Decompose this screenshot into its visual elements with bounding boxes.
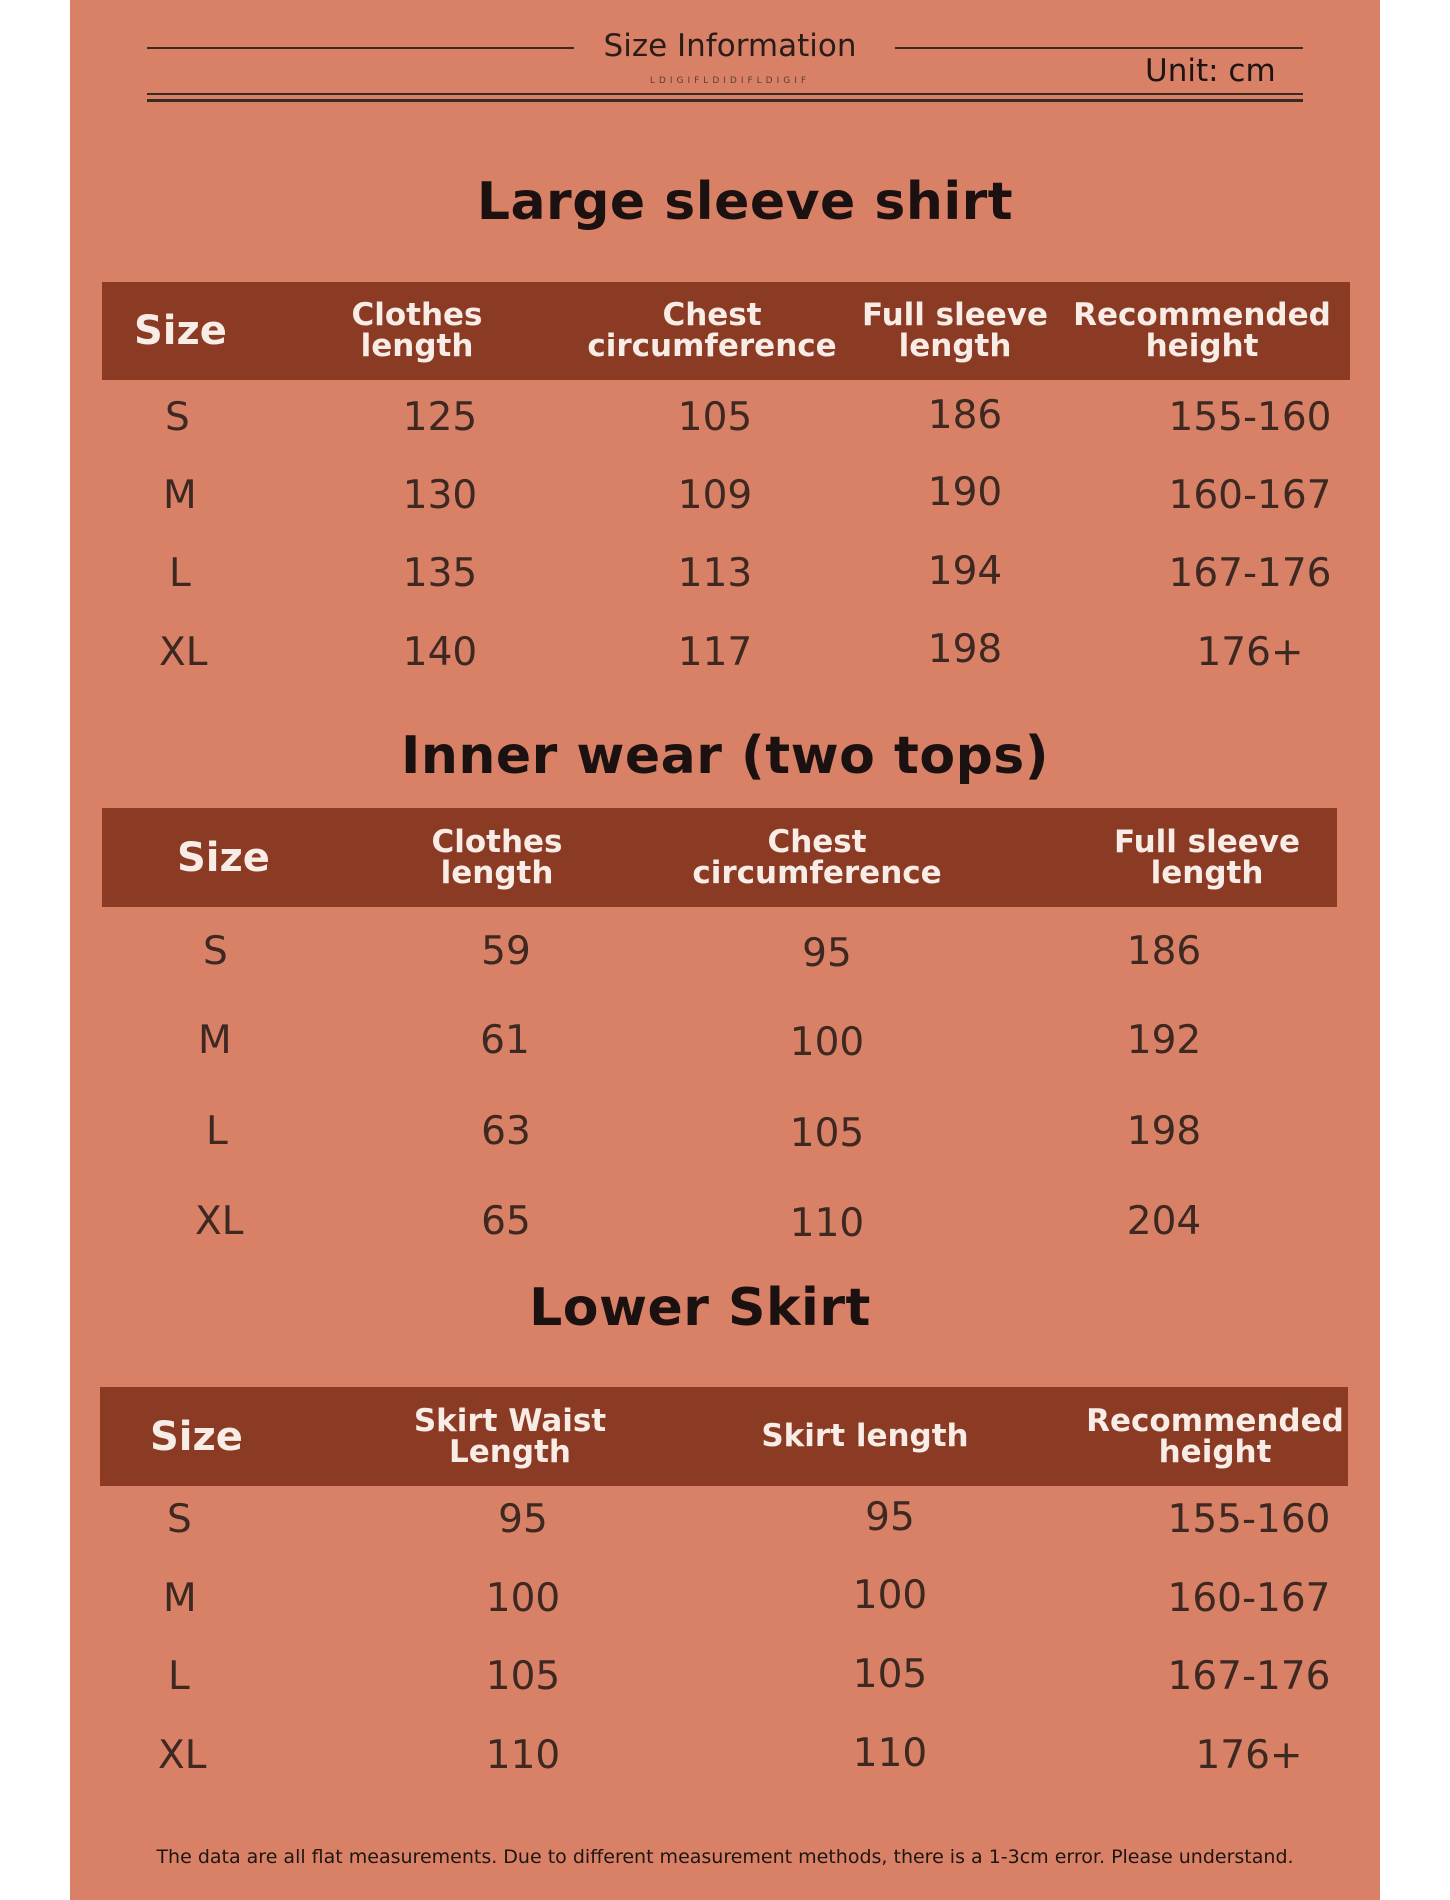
chest-circumference-cell: 95 — [802, 931, 852, 976]
header-rule-right — [895, 47, 1303, 49]
column-header-full-sleeve-length: Full sleeve length — [1113, 823, 1301, 891]
column-header-chest-circumference: Chest circumference — [692, 823, 942, 891]
column-header-size: Size — [177, 834, 270, 881]
size-cell: XL — [159, 630, 208, 675]
column-header-size: Size — [134, 308, 227, 354]
column-header-recommended-height: Recommended height — [1086, 1402, 1344, 1470]
header-ornament: LDIGIFLDIDIFLDIGIF — [649, 76, 811, 86]
clothes-length-cell: 61 — [480, 1018, 530, 1063]
skirt-waist-length-cell: 105 — [485, 1654, 561, 1699]
size-cell: XL — [195, 1199, 244, 1244]
full-sleeve-length-cell: 194 — [927, 549, 1003, 594]
column-header-chest-circumference: Chest circumference — [587, 297, 837, 364]
chest-circumference-cell: 105 — [789, 1111, 865, 1156]
recommended-height-cell: 176+ — [1195, 1733, 1303, 1778]
unit-label: Unit: cm — [1145, 53, 1276, 89]
column-header-full-sleeve-length: Full sleeve length — [861, 297, 1049, 364]
clothes-length-cell: 63 — [481, 1109, 531, 1154]
column-header-skirt-length: Skirt length — [761, 1418, 969, 1454]
full-sleeve-length-cell: 204 — [1126, 1199, 1202, 1244]
size-cell: L — [169, 551, 191, 596]
clothes-length-cell: 65 — [481, 1199, 531, 1244]
column-header-clothes-length: Clothes length — [431, 823, 563, 891]
column-header-skirt-waist-length: Skirt Waist Length — [413, 1402, 607, 1470]
chest-circumference-cell: 109 — [677, 473, 753, 518]
chest-circumference-cell: 117 — [677, 630, 753, 675]
full-sleeve-length-cell: 198 — [1126, 1109, 1202, 1154]
size-cell: L — [206, 1109, 228, 1154]
skirt-length-cell: 100 — [852, 1573, 928, 1618]
recommended-height-cell: 176+ — [1196, 630, 1304, 675]
clothes-length-cell: 59 — [481, 929, 531, 974]
recommended-height-cell: 167-176 — [1168, 551, 1332, 596]
full-sleeve-length-cell: 198 — [927, 627, 1003, 672]
skirt-waist-length-cell: 100 — [485, 1576, 561, 1621]
size-cell: M — [163, 473, 197, 518]
section-title-lower-skirt: Lower Skirt — [529, 1278, 871, 1338]
size-cell: S — [167, 1497, 192, 1542]
clothes-length-cell: 140 — [402, 630, 478, 675]
skirt-length-cell: 95 — [865, 1495, 915, 1540]
size-cell: M — [198, 1018, 232, 1063]
measurement-note: The data are all flat measurements. Due to different measurement methods, there is a 1-3cm error. Please understand. — [156, 1846, 1294, 1868]
full-sleeve-length-cell: 190 — [927, 470, 1003, 515]
full-sleeve-length-cell: 186 — [927, 393, 1003, 438]
full-sleeve-length-cell: 186 — [1126, 929, 1202, 974]
header-double-rule-top — [147, 93, 1303, 95]
table-header-inner-wear — [102, 808, 1337, 907]
skirt-waist-length-cell: 110 — [485, 1733, 561, 1778]
column-header-clothes-length: Clothes length — [351, 297, 483, 364]
size-info-title: Size Information — [603, 28, 857, 64]
size-cell: M — [163, 1576, 197, 1621]
recommended-height-cell: 160-167 — [1168, 473, 1332, 518]
size-cell: S — [203, 929, 228, 974]
size-cell: L — [168, 1654, 190, 1699]
table-header-large-sleeve-shirt — [102, 282, 1350, 380]
section-title-inner-wear: Inner wear (two tops) — [400, 726, 1050, 786]
column-header-size: Size — [150, 1413, 243, 1460]
chest-circumference-cell: 105 — [677, 395, 753, 440]
clothes-length-cell: 135 — [402, 551, 478, 596]
recommended-height-cell: 155-160 — [1168, 395, 1332, 440]
recommended-height-cell: 160-167 — [1167, 1576, 1331, 1621]
full-sleeve-length-cell: 192 — [1126, 1018, 1202, 1063]
recommended-height-cell: 155-160 — [1167, 1497, 1331, 1542]
chest-circumference-cell: 110 — [789, 1201, 865, 1246]
chest-circumference-cell: 100 — [789, 1020, 865, 1065]
section-title-large-sleeve-shirt: Large sleeve shirt — [476, 172, 1014, 232]
header-double-rule-bottom — [147, 99, 1303, 102]
skirt-waist-length-cell: 95 — [498, 1497, 548, 1542]
skirt-length-cell: 105 — [852, 1652, 928, 1697]
clothes-length-cell: 125 — [402, 395, 478, 440]
header-rule-left — [147, 47, 574, 49]
size-cell: XL — [158, 1733, 207, 1778]
clothes-length-cell: 130 — [402, 473, 478, 518]
table-header-lower-skirt — [100, 1387, 1348, 1486]
column-header-recommended-height: Recommended height — [1073, 297, 1331, 364]
skirt-length-cell: 110 — [852, 1731, 928, 1776]
chest-circumference-cell: 113 — [677, 551, 753, 596]
recommended-height-cell: 167-176 — [1167, 1654, 1331, 1699]
size-cell: S — [165, 395, 190, 440]
